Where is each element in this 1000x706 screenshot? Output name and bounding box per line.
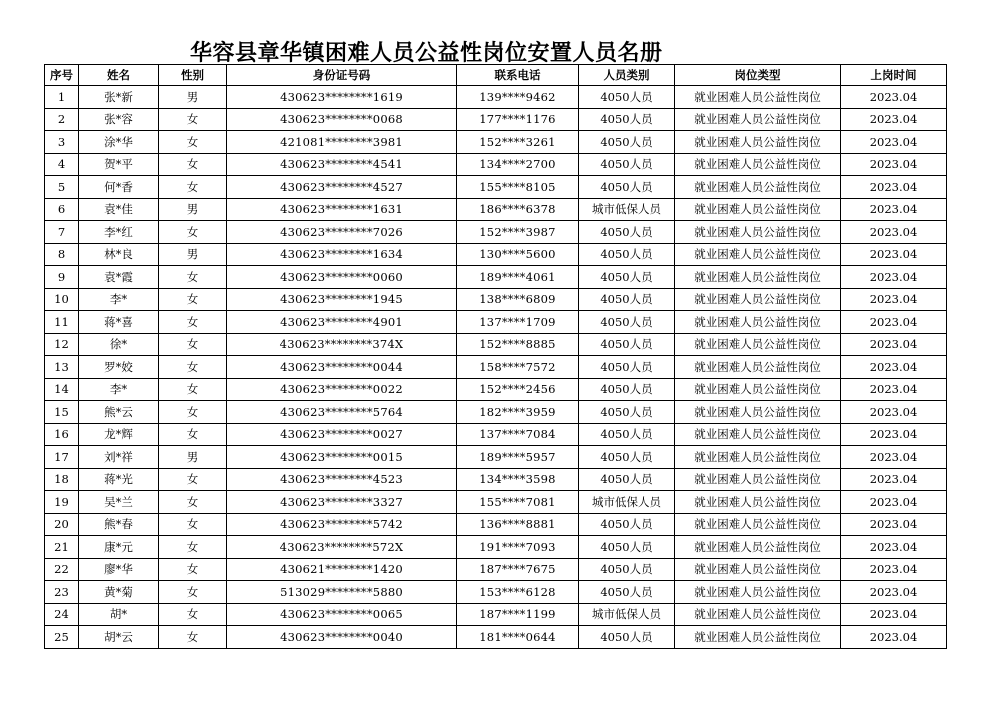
cell-post-type: 就业困难人员公益性岗位 — [675, 536, 841, 559]
cell-index: 12 — [45, 333, 79, 356]
cell-index: 13 — [45, 356, 79, 379]
cell-start-date: 2023.04 — [841, 423, 947, 446]
cell-start-date: 2023.04 — [841, 513, 947, 536]
cell-post-type: 就业困难人员公益性岗位 — [675, 86, 841, 109]
cell-start-date: 2023.04 — [841, 266, 947, 289]
cell-id-number: 430623********0040 — [227, 626, 457, 649]
cell-index: 21 — [45, 536, 79, 559]
table-row — [45, 446, 947, 469]
cell-id-number: 430623********1634 — [227, 243, 457, 266]
cell-index: 22 — [45, 558, 79, 581]
cell-phone: 136****8881 — [457, 513, 579, 536]
cell-name: 何*香 — [79, 176, 159, 199]
table-row — [45, 198, 947, 221]
cell-id-number: 430623********0068 — [227, 108, 457, 131]
cell-phone: 137****1709 — [457, 311, 579, 334]
cell-name: 熊*云 — [79, 401, 159, 424]
table-body — [45, 86, 947, 649]
cell-category: 4050人员 — [579, 153, 675, 176]
cell-index: 7 — [45, 221, 79, 244]
cell-post-type: 就业困难人员公益性岗位 — [675, 266, 841, 289]
cell-category: 4050人员 — [579, 221, 675, 244]
cell-gender: 女 — [159, 423, 227, 446]
cell-index: 3 — [45, 131, 79, 154]
cell-name: 涂*华 — [79, 131, 159, 154]
cell-post-type: 就业困难人员公益性岗位 — [675, 108, 841, 131]
header-index: 序号 — [45, 65, 79, 86]
cell-category: 4050人员 — [579, 401, 675, 424]
cell-id-number: 430623********3327 — [227, 491, 457, 514]
cell-gender: 女 — [159, 558, 227, 581]
cell-category: 4050人员 — [579, 423, 675, 446]
cell-id-number: 430623********0022 — [227, 378, 457, 401]
cell-index: 25 — [45, 626, 79, 649]
cell-id-number: 430623********572X — [227, 536, 457, 559]
cell-index: 14 — [45, 378, 79, 401]
cell-gender: 女 — [159, 468, 227, 491]
cell-index: 23 — [45, 581, 79, 604]
cell-phone: 181****0644 — [457, 626, 579, 649]
table-row — [45, 513, 947, 536]
cell-index: 17 — [45, 446, 79, 469]
cell-id-number: 430623********1619 — [227, 86, 457, 109]
cell-id-number: 430623********5764 — [227, 401, 457, 424]
cell-id-number: 430623********4541 — [227, 153, 457, 176]
cell-phone: 152****3261 — [457, 131, 579, 154]
cell-name: 张*新 — [79, 86, 159, 109]
cell-id-number: 430623********0065 — [227, 603, 457, 626]
cell-start-date: 2023.04 — [841, 378, 947, 401]
cell-category: 4050人员 — [579, 558, 675, 581]
cell-id-number: 430623********0060 — [227, 266, 457, 289]
cell-name: 张*容 — [79, 108, 159, 131]
cell-gender: 女 — [159, 288, 227, 311]
cell-name: 胡* — [79, 603, 159, 626]
cell-name: 熊*春 — [79, 513, 159, 536]
cell-category: 4050人员 — [579, 243, 675, 266]
cell-gender: 女 — [159, 491, 227, 514]
cell-id-number: 430623********4901 — [227, 311, 457, 334]
cell-start-date: 2023.04 — [841, 356, 947, 379]
cell-id-number: 430623********0044 — [227, 356, 457, 379]
cell-post-type: 就业困难人员公益性岗位 — [675, 153, 841, 176]
table-row — [45, 243, 947, 266]
cell-post-type: 就业困难人员公益性岗位 — [675, 243, 841, 266]
table-row — [45, 558, 947, 581]
cell-name: 李* — [79, 378, 159, 401]
cell-name: 袁*佳 — [79, 198, 159, 221]
cell-phone: 189****5957 — [457, 446, 579, 469]
cell-name: 廖*华 — [79, 558, 159, 581]
table-row — [45, 108, 947, 131]
cell-id-number: 430623********4527 — [227, 176, 457, 199]
cell-name: 李* — [79, 288, 159, 311]
cell-category: 4050人员 — [579, 311, 675, 334]
cell-gender: 女 — [159, 333, 227, 356]
cell-name: 林*良 — [79, 243, 159, 266]
cell-id-number: 430623********1945 — [227, 288, 457, 311]
cell-category: 4050人员 — [579, 131, 675, 154]
cell-name: 吴*兰 — [79, 491, 159, 514]
cell-phone: 177****1176 — [457, 108, 579, 131]
cell-gender: 男 — [159, 86, 227, 109]
table-row — [45, 288, 947, 311]
cell-category: 城市低保人员 — [579, 491, 675, 514]
roster-table — [44, 64, 947, 649]
cell-post-type: 就业困难人员公益性岗位 — [675, 288, 841, 311]
cell-category: 4050人员 — [579, 626, 675, 649]
cell-start-date: 2023.04 — [841, 446, 947, 469]
table-row — [45, 131, 947, 154]
cell-id-number: 430623********374X — [227, 333, 457, 356]
cell-post-type: 就业困难人员公益性岗位 — [675, 513, 841, 536]
cell-gender: 女 — [159, 131, 227, 154]
cell-id-number: 430623********1631 — [227, 198, 457, 221]
cell-id-number: 513029********5880 — [227, 581, 457, 604]
cell-phone: 134****2700 — [457, 153, 579, 176]
cell-name: 胡*云 — [79, 626, 159, 649]
cell-phone: 152****8885 — [457, 333, 579, 356]
cell-gender: 女 — [159, 153, 227, 176]
cell-post-type: 就业困难人员公益性岗位 — [675, 446, 841, 469]
table-row — [45, 266, 947, 289]
table-row — [45, 221, 947, 244]
cell-id-number: 430623********0015 — [227, 446, 457, 469]
cell-phone: 152****3987 — [457, 221, 579, 244]
cell-name: 徐* — [79, 333, 159, 356]
cell-gender: 男 — [159, 243, 227, 266]
cell-category: 4050人员 — [579, 356, 675, 379]
header-category: 人员类别 — [579, 65, 675, 86]
cell-phone: 130****5600 — [457, 243, 579, 266]
cell-gender: 女 — [159, 378, 227, 401]
cell-name: 黄*菊 — [79, 581, 159, 604]
cell-category: 4050人员 — [579, 581, 675, 604]
cell-post-type: 就业困难人员公益性岗位 — [675, 401, 841, 424]
cell-id-number: 430623********7026 — [227, 221, 457, 244]
cell-id-number: 430623********4523 — [227, 468, 457, 491]
table-row — [45, 311, 947, 334]
cell-index: 24 — [45, 603, 79, 626]
cell-name: 罗*姣 — [79, 356, 159, 379]
cell-index: 18 — [45, 468, 79, 491]
cell-post-type: 就业困难人员公益性岗位 — [675, 423, 841, 446]
header-post-type: 岗位类型 — [675, 65, 841, 86]
cell-index: 1 — [45, 86, 79, 109]
cell-gender: 男 — [159, 446, 227, 469]
cell-category: 4050人员 — [579, 86, 675, 109]
cell-start-date: 2023.04 — [841, 221, 947, 244]
table-row — [45, 356, 947, 379]
cell-start-date: 2023.04 — [841, 243, 947, 266]
cell-phone: 158****7572 — [457, 356, 579, 379]
cell-category: 城市低保人员 — [579, 198, 675, 221]
cell-id-number: 430621********1420 — [227, 558, 457, 581]
cell-start-date: 2023.04 — [841, 86, 947, 109]
header-id-number: 身份证号码 — [227, 65, 457, 86]
cell-category: 城市低保人员 — [579, 603, 675, 626]
cell-gender: 女 — [159, 266, 227, 289]
cell-start-date: 2023.04 — [841, 626, 947, 649]
table-row — [45, 378, 947, 401]
cell-id-number: 430623********0027 — [227, 423, 457, 446]
table-row — [45, 86, 947, 109]
table-row — [45, 153, 947, 176]
table-row — [45, 581, 947, 604]
cell-post-type: 就业困难人员公益性岗位 — [675, 581, 841, 604]
cell-phone: 186****6378 — [457, 198, 579, 221]
cell-gender: 女 — [159, 401, 227, 424]
header-gender: 性别 — [159, 65, 227, 86]
cell-start-date: 2023.04 — [841, 176, 947, 199]
cell-post-type: 就业困难人员公益性岗位 — [675, 626, 841, 649]
cell-start-date: 2023.04 — [841, 536, 947, 559]
cell-phone: 134****3598 — [457, 468, 579, 491]
cell-index: 20 — [45, 513, 79, 536]
table-row — [45, 491, 947, 514]
cell-post-type: 就业困难人员公益性岗位 — [675, 221, 841, 244]
document-title: 华容县章华镇困难人员公益性岗位安置人员名册 — [190, 41, 663, 66]
cell-phone: 138****6809 — [457, 288, 579, 311]
table-row — [45, 626, 947, 649]
cell-index: 10 — [45, 288, 79, 311]
table-row — [45, 176, 947, 199]
cell-post-type: 就业困难人员公益性岗位 — [675, 333, 841, 356]
cell-phone: 191****7093 — [457, 536, 579, 559]
cell-start-date: 2023.04 — [841, 558, 947, 581]
cell-category: 4050人员 — [579, 288, 675, 311]
cell-phone: 182****3959 — [457, 401, 579, 424]
cell-index: 15 — [45, 401, 79, 424]
cell-gender: 女 — [159, 356, 227, 379]
cell-post-type: 就业困难人员公益性岗位 — [675, 356, 841, 379]
cell-index: 9 — [45, 266, 79, 289]
cell-start-date: 2023.04 — [841, 131, 947, 154]
cell-phone: 155****8105 — [457, 176, 579, 199]
cell-category: 4050人员 — [579, 333, 675, 356]
cell-category: 4050人员 — [579, 446, 675, 469]
cell-post-type: 就业困难人员公益性岗位 — [675, 491, 841, 514]
cell-start-date: 2023.04 — [841, 288, 947, 311]
cell-phone: 187****7675 — [457, 558, 579, 581]
table-row — [45, 401, 947, 424]
cell-gender: 女 — [159, 603, 227, 626]
cell-index: 11 — [45, 311, 79, 334]
cell-id-number: 430623********5742 — [227, 513, 457, 536]
cell-phone: 187****1199 — [457, 603, 579, 626]
header-start-date: 上岗时间 — [841, 65, 947, 86]
cell-phone: 155****7081 — [457, 491, 579, 514]
cell-gender: 女 — [159, 311, 227, 334]
cell-name: 蒋*喜 — [79, 311, 159, 334]
cell-index: 4 — [45, 153, 79, 176]
header-name: 姓名 — [79, 65, 159, 86]
cell-post-type: 就业困难人员公益性岗位 — [675, 131, 841, 154]
cell-name: 刘*祥 — [79, 446, 159, 469]
cell-post-type: 就业困难人员公益性岗位 — [675, 603, 841, 626]
cell-category: 4050人员 — [579, 513, 675, 536]
cell-post-type: 就业困难人员公益性岗位 — [675, 198, 841, 221]
cell-id-number: 421081********3981 — [227, 131, 457, 154]
cell-category: 4050人员 — [579, 266, 675, 289]
cell-gender: 女 — [159, 536, 227, 559]
cell-start-date: 2023.04 — [841, 311, 947, 334]
table-row — [45, 603, 947, 626]
cell-name: 康*元 — [79, 536, 159, 559]
cell-category: 4050人员 — [579, 378, 675, 401]
cell-start-date: 2023.04 — [841, 198, 947, 221]
cell-gender: 女 — [159, 626, 227, 649]
table-header-row — [45, 65, 947, 86]
cell-name: 李*红 — [79, 221, 159, 244]
cell-category: 4050人员 — [579, 536, 675, 559]
cell-post-type: 就业困难人员公益性岗位 — [675, 311, 841, 334]
cell-index: 6 — [45, 198, 79, 221]
cell-start-date: 2023.04 — [841, 153, 947, 176]
cell-index: 2 — [45, 108, 79, 131]
table-row — [45, 333, 947, 356]
header-phone: 联系电话 — [457, 65, 579, 86]
cell-start-date: 2023.04 — [841, 491, 947, 514]
cell-index: 8 — [45, 243, 79, 266]
cell-start-date: 2023.04 — [841, 333, 947, 356]
cell-phone: 189****4061 — [457, 266, 579, 289]
cell-gender: 女 — [159, 581, 227, 604]
cell-post-type: 就业困难人员公益性岗位 — [675, 378, 841, 401]
cell-name: 贺*平 — [79, 153, 159, 176]
cell-name: 蒋*光 — [79, 468, 159, 491]
cell-gender: 女 — [159, 176, 227, 199]
cell-category: 4050人员 — [579, 108, 675, 131]
cell-index: 19 — [45, 491, 79, 514]
table-row — [45, 468, 947, 491]
cell-name: 袁*霞 — [79, 266, 159, 289]
cell-phone: 139****9462 — [457, 86, 579, 109]
table-row — [45, 423, 947, 446]
cell-phone: 137****7084 — [457, 423, 579, 446]
table-row — [45, 536, 947, 559]
cell-start-date: 2023.04 — [841, 581, 947, 604]
cell-start-date: 2023.04 — [841, 401, 947, 424]
cell-category: 4050人员 — [579, 468, 675, 491]
cell-name: 龙*辉 — [79, 423, 159, 446]
cell-gender: 女 — [159, 513, 227, 536]
cell-phone: 152****2456 — [457, 378, 579, 401]
cell-gender: 女 — [159, 108, 227, 131]
cell-post-type: 就业困难人员公益性岗位 — [675, 468, 841, 491]
cell-index: 5 — [45, 176, 79, 199]
cell-index: 16 — [45, 423, 79, 446]
cell-gender: 女 — [159, 221, 227, 244]
cell-post-type: 就业困难人员公益性岗位 — [675, 558, 841, 581]
cell-post-type: 就业困难人员公益性岗位 — [675, 176, 841, 199]
cell-start-date: 2023.04 — [841, 603, 947, 626]
cell-gender: 男 — [159, 198, 227, 221]
cell-start-date: 2023.04 — [841, 108, 947, 131]
cell-category: 4050人员 — [579, 176, 675, 199]
cell-start-date: 2023.04 — [841, 468, 947, 491]
cell-phone: 153****6128 — [457, 581, 579, 604]
